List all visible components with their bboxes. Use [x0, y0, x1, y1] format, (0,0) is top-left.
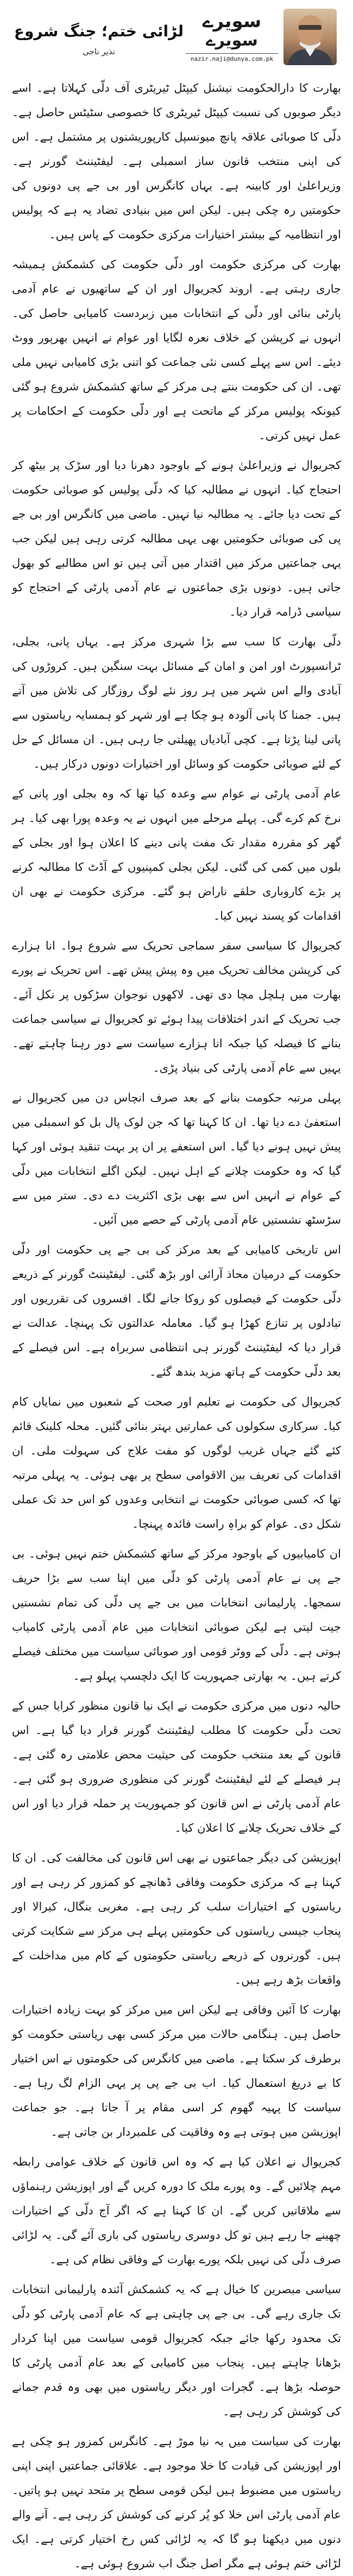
column-header — [12, 4, 341, 74]
paragraph: بھارت کی سیاست میں یہ نیا موڑ ہے۔ کانگرس کمزور ہو چکی ہے اور اپوزیشن کی قیادت کا خلا موجود ہے۔ علاقائی جماعتیں اپنی اپنی ریاستوں میں مضبوط ہیں لیکن قومی سطح پر متحد نہیں ہو پاتیں۔ عام آدمی پارٹی اس خلا کو پُر کرنے کی کوشش کر رہی ہے۔ آنے والے دنوں میں دیکھنا ہو گا کہ یہ لڑائی کس رخ اختیار کرتی ہے۔ ایک لڑائی ختم ہوئی ہے مگر اصل جنگ اب شروع ہوئی ہے۔ — [12, 2435, 341, 2570]
column-logo — [182, 7, 341, 72]
title-block — [12, 21, 186, 56]
brand-line-2: سویرے — [206, 31, 258, 50]
paragraph: کجریوال نے اعلان کیا ہے کہ وہ اس قانون کے خلاف عوامی رابطہ مہم چلائیں گے۔ وہ پورے ملک کا دورہ کریں گے اور اپوزیشن رہنماؤں سے ملاقاتیں کریں گے۔ ان کا کہنا ہے کہ اگر آج دلّی کے اختیارات چھینے جا رہے ہیں تو کل دوسری ریاستوں کی باری آئے گی۔ یہ لڑائی صرف دلّی کی نہیں بلکہ پورے بھارت کے وفاقی نظام کی ہے۔ — [12, 2155, 341, 2266]
paragraph: اس تاریخی کامیابی کے بعد مرکز کی بی جے پی حکومت اور دلّی حکومت کے درمیان محاذ آرائی اور بڑھ گئی۔ لیفٹیننٹ گورنر کے ذریعے دلّی حکومت کے فیصلوں کو روکا جانے لگا۔ افسروں کی تقرریوں اور تبادلوں پر تنازع کھڑا ہو گیا۔ معاملہ عدالتوں تک پہنچا۔ عدالت نے قرار دیا کہ لیفٹیننٹ گورنر ہی انتظامی سربراہ ہے۔ اس فیصلے کے بعد دلّی حکومت کے ہاتھ مزید بندھ گئے۔ — [12, 1243, 341, 1378]
columnist-email: nazir.naji@dunya.com.pk — [186, 53, 278, 62]
paragraph: حالیہ دنوں میں مرکزی حکومت نے ایک نیا قانون منظور کرایا جس کے تحت دلّی حکومت کا مطلب لیفٹیننٹ گورنر قرار دیا گیا ہے۔ اس قانون کے بعد منتخب حکومت کی حیثیت محض علامتی رہ گئی ہے۔ ہر فیصلے کے لئے لیفٹیننٹ گورنر کی منظوری ضروری ہو گئی ہے۔ عام آدمی پارٹی نے اس قانون کو جمہوریت پر حملہ قرار دیا اور اس کے خلاف تحریک چلانے کا اعلان کیا۔ — [12, 1699, 341, 1834]
paragraph: کجریوال کی حکومت نے تعلیم اور صحت کے شعبوں میں نمایاں کام کیا۔ سرکاری سکولوں کی عمارتیں بہتر بنائی گئیں۔ محلہ کلینک قائم کئے گئے جہاں غریب لوگوں کو مفت علاج کی سہولت ملی۔ ان اقدامات کی تعریف بین الاقوامی سطح پر بھی ہوئی۔ یہ پہلی مرتبہ تھا کہ کسی صوبائی حکومت نے انتخابی وعدوں کو اس حد تک عملی شکل دی۔ عوام کو براہِ راست فائدہ پہنچا۔ — [12, 1395, 341, 1530]
paragraph: بھارت کا دارالحکومت نیشنل کیپٹل ٹیریٹری آف دلّی کہلاتا ہے۔ اسے دیگر صوبوں کی نسبت کیپٹل ٹیریٹری کا خصوصی سٹیٹس حاصل ہے۔ دلّی کا صوبائی علاقہ پانچ میونسپل کارپوریشنوں پر مشتمل ہے۔ اس کی اپنی منتخب قانون ساز اسمبلی ہے۔ لیفٹیننٹ گورنر ہے۔ وزیراعلیٰ اور کابینہ ہے۔ یہاں کانگرس اور بی جے پی دونوں کی حکومتیں رہ چکی ہیں۔ لیکن اس میں بنیادی تضاد یہ ہے کہ پولیس اور انتظامیہ کے بیشتر اختیارات مرکزی حکومت کے پاس ہیں۔ — [12, 81, 341, 241]
paragraph: سیاسی مبصرین کا خیال ہے کہ یہ کشمکش آئندہ پارلیمانی انتخابات تک جاری رہے گی۔ بی جے پی چاہتی ہے کہ عام آدمی پارٹی کو دلّی تک محدود رکھا جائے جبکہ کجریوال قومی سیاست میں اپنا کردار بڑھانا چاہتے ہیں۔ پنجاب میں کامیابی کے بعد عام آدمی پارٹی کا حوصلہ بڑھا ہے۔ گجرات اور دیگر ریاستوں میں بھی وہ قدم جمانے کی کوشش کر رہی ہے۔ — [12, 2283, 341, 2418]
paragraph: دلّی بھارت کا سب سے بڑا شہری مرکز ہے۔ یہاں پانی، بجلی، ٹرانسپورٹ اور امن و امان کے مسائل بہت سنگین ہیں۔ کروڑوں کی آبادی والے اس شہر میں ہر روز نئے لوگ روزگار کی تلاش میں آتے ہیں۔ جمنا کا پانی آلودہ ہو چکا ہے اور شہر کو ہمسایہ ریاستوں سے پانی لینا پڑتا ہے۔ کچی آبادیاں پھیلتی جا رہی ہیں۔ ان مسائل کے حل کے لئے صوبائی حکومت کو وسائل اور اختیارات دونوں درکار ہیں۔ — [12, 635, 341, 770]
column-brand — [186, 11, 278, 62]
author-name: نذیر ناجی — [83, 47, 115, 56]
brand-line-1: سویرے — [202, 10, 262, 32]
paragraph: پہلی مرتبہ حکومت بنانے کے بعد صرف انچاس دن میں کجریوال نے استعفیٰ دے دیا تھا۔ ان کا کہنا تھا کہ جن لوک پال بل کو اسمبلی میں پیش نہیں ہونے دیا گیا۔ اس استعفے پر ان پر بہت تنقید ہوئی اور کہا گیا کہ وہ حکومت چلانے کے اہل نہیں۔ لیکن اگلے انتخابات میں دلّی کے عوام نے انہیں اس سے بھی بڑی اکثریت دے دی۔ ستر میں سے سڑسٹھ نشستیں عام آدمی پارٹی کے حصے میں آئیں۔ — [12, 1091, 341, 1226]
paragraph: ان کامیابیوں کے باوجود مرکز کے ساتھ کشمکش ختم نہیں ہوئی۔ بی جے پی نے عام آدمی پارٹی کو دلّی میں اپنا سب سے بڑا حریف سمجھا۔ پارلیمانی انتخابات میں بی جے پی دلّی کی تمام نشستیں جیت لیتی ہے لیکن صوبائی انتخابات میں عام آدمی پارٹی کامیاب ہوتی ہے۔ دلّی کے ووٹر قومی اور صوبائی سیاست میں مختلف فیصلے کرتے ہیں۔ یہ بھارتی جمہوریت کا ایک دلچسپ پہلو ہے۔ — [12, 1547, 341, 1682]
paragraph: کجریوال کا سیاسی سفر سماجی تحریک سے شروع ہوا۔ انا ہزارے کی کرپشن مخالف تحریک میں وہ پیش پیش تھے۔ اس تحریک نے پورے بھارت میں ہلچل مچا دی تھی۔ لاکھوں نوجوان سڑکوں پر نکل آئے۔ جب تحریک کے اندر اختلافات پیدا ہوئے تو کجریوال نے سیاسی جماعت بنانے کا فیصلہ کیا جبکہ انا ہزارے سیاست سے دور رہنا چاہتے تھے۔ یہیں سے عام آدمی پارٹی کی بنیاد پڑی۔ — [12, 939, 341, 1074]
column-body — [12, 76, 341, 2576]
paragraph: بھارت کا آئین وفاقی ہے لیکن اس میں مرکز کو بہت زیادہ اختیارات حاصل ہیں۔ ہنگامی حالات میں مرکز کسی بھی ریاستی حکومت کو برطرف کر سکتا ہے۔ ماضی میں کانگرس کی حکومتوں نے اس اختیار کا بے دریغ استعمال کیا۔ اب بی جے پی پر یہی الزام لگ رہا ہے۔ سیاست کا پہیہ گھوم کر اسی مقام پر آ جاتا ہے۔ جو جماعت اپوزیشن میں ہوتی ہے وہ وفاقیت کی علمبردار بن جاتی ہے۔ — [12, 2003, 341, 2138]
paragraph: اپوزیشن کی دیگر جماعتوں نے بھی اس قانون کی مخالفت کی۔ ان کا کہنا ہے کہ مرکزی حکومت وفاقی ڈھانچے کو کمزور کر رہی ہے اور ریاستوں کے اختیارات سلب کر رہی ہے۔ مغربی بنگال، کیرالا اور پنجاب جیسی ریاستوں کی حکومتیں پہلے ہی مرکز سے شکایت کرتی ہیں۔ گورنروں کے ذریعے ریاستی حکومتوں کے کام میں مداخلت کے واقعات بڑھ رہے ہیں۔ — [12, 1851, 341, 1986]
columnist-photo — [283, 9, 337, 65]
columnist-portrait-icon — [283, 9, 337, 65]
paragraph: عام آدمی پارٹی نے عوام سے وعدہ کیا تھا کہ وہ بجلی اور پانی کے نرخ کم کرے گی۔ پہلے مرحلے میں انہوں نے یہ وعدہ پورا بھی کیا۔ ہر گھر کو مقررہ مقدار تک مفت پانی دینے کا اعلان ہوا اور بجلی کے بلوں میں کمی کی گئی۔ لیکن بجلی کمپنیوں کے آڈٹ کا مطالبہ کرنے پر بڑے کاروباری حلقے ناراض ہو گئے۔ مرکزی حکومت نے بھی ان اقدامات کو پسند نہیں کیا۔ — [12, 787, 341, 922]
paragraph: بھارت کی مرکزی حکومت اور دلّی حکومت کی کشمکش ہمیشہ جاری رہتی ہے۔ اروند کجریوال اور ان کے ساتھیوں نے عام آدمی پارٹی بنائی اور دلّی کے انتخابات میں زبردست کامیابی حاصل کی۔ انہوں نے کرپشن کے خلاف نعرہ لگایا اور عوام نے انہیں بھرپور ووٹ دیئے۔ اس سے پہلے کسی نئی جماعت کو اتنی بڑی کامیابی نہیں ملی تھی۔ ان کی حکومت بنتے ہی مرکز کے ساتھ کشمکش شروع ہو گئی کیونکہ پولیس مرکز کے ماتحت ہے اور دلّی حکومت کے احکامات پر عمل نہیں کرتی۔ — [12, 258, 341, 442]
column-title: لڑائی ختم؛ جنگ شروع — [14, 22, 184, 40]
paragraph: کجریوال نے وزیراعلیٰ ہونے کے باوجود دھرنا دیا اور سڑک پر بیٹھ کر احتجاج کیا۔ انہوں نے مطالبہ کیا کہ دلّی پولیس کو صوبائی حکومت کے تحت دیا جائے۔ یہ مطالبہ نیا نہیں۔ ماضی میں کانگرس اور بی جے پی کی صوبائی حکومتیں بھی یہی مطالبہ کرتی رہی ہیں لیکن جب یہی جماعتیں مرکز میں اقتدار میں آتی ہیں تو اس مطالبے کو بھول جاتی ہیں۔ دونوں بڑی جماعتوں نے عام آدمی پارٹی کے احتجاج کو سیاسی ڈرامہ قرار دیا۔ — [12, 459, 341, 618]
